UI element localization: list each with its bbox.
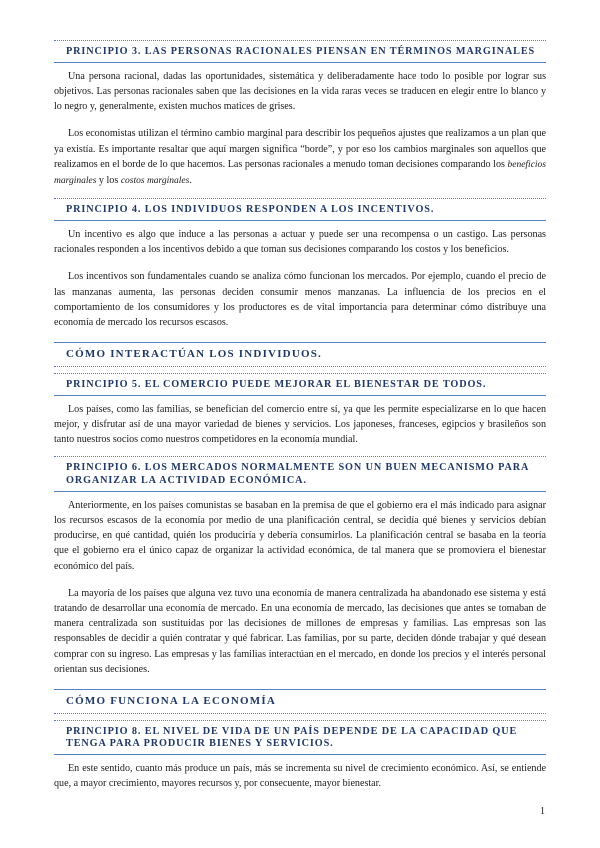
marginal-benefits-term: beneficios marginales [54,159,546,186]
principle-3-paragraph-2-mid: y los [96,174,121,186]
principle-8-paragraph-1: En este sentido, cuanto más produce un país, más se incrementa su nivel de crecimiento económico. Así, se entiende que, a mayor crecimiento, mayores recursos y, por consecuente, mayor bienestar. [54,763,546,790]
principle-3-heading: PRINCIPIO 3. LAS PERSONAS RACIONALES PIENSAN EN TÉRMINOS MARGINALES [54,40,546,63]
document-page [54,40,546,792]
principle-8-heading: PRINCIPIO 8. EL NIVEL DE VIDA DE UN PAÍS DEPENDE DE LA CAPACIDAD QUE TENGA PARA PRODUCIR BIENES Y SERVICIOS. [54,720,546,756]
principle-4-paragraph-2: Los incentivos son fundamentales cuando se analiza cómo funcionan los mercados. Por ejemplo, cuando el precio de las manzanas aumenta, las personas deciden consumir menos manzanas. La influencia de los precios en el comportamiento de los consumidores y los productores es de vital importancia para determinar cómo distribuye una economía de mercado los recursos escasos. [54,271,546,328]
principle-3-paragraph-1: Una persona racional, dadas las oportunidades, sistemática y deliberadamente hace todo lo posible por lograr sus objetivos. Las personas racionales saben que las decisiones en la vida raras veces se traducen en elegir entre lo blanco y lo negro y, generalmente, existen muchos matices de grises. [54,70,546,113]
principle-5-heading: PRINCIPIO 5. EL COMERCIO PUEDE MEJORAR EL BIENESTAR DE TODOS. [54,373,546,396]
principle-3-paragraph-2-start: Los economistas utilizan el término cambio marginal para describir los pequeños ajustes que realizamos a un plan que ya existía. Es importante resaltar que aquí margen significa “borde”, y por eso los cambios marginales son aquellos que realizamos en el borde de lo que hacemos. Las personas racionales a menudo toman decisiones comparando los [54,128,546,170]
section-heading-economy: CÓMO FUNCIONA LA ECONOMÍA [54,689,546,714]
principle-3-paragraph-2-end: . [189,174,192,186]
principle-4-heading: PRINCIPIO 4. LOS INDIVIDUOS RESPONDEN A LOS INCENTIVOS. [54,198,546,221]
principle-6-heading: PRINCIPIO 6. LOS MERCADOS NORMALMENTE SON UN BUEN MECANISMO PARA ORGANIZAR LA ACTIVIDAD ECONÓMICA. [54,456,546,492]
principle-6-paragraph-1: Anteriormente, en los países comunistas se basaban en la premisa de que el gobierno era el más indicado para asignar los recursos escasos de la economía por medio de una planificación central, se decidía qué bienes y servicios debían producirse, en qué cantidad, quién los produciría y debería consumirlos. La planificación central se basaba en la teoría que el gobierno era el único capaz de organizar la actividad económica, de tal manera que se promoviera el bienestar económico del país. [54,499,546,572]
principle-4-paragraph-1: Un incentivo es algo que induce a las personas a actuar y puede ser una recompensa o un castigo. Las personas racionales responden a los incentivos debido a que toman sus decisiones comparando los costos y los beneficios. [54,228,546,256]
section-heading-interact: CÓMO INTERACTÚAN LOS INDIVIDUOS. [54,342,546,367]
principle-6-paragraph-2: La mayoría de los países que alguna vez tuvo una economía de manera centralizada ha abandonado ese sistema y está tratando de desarrollar una economía de mercado. En una economía de mercado, las decisiones que antes se tomaban de manera centralizada son sustituidas por las decisiones de millones de empresas y familias. Las empresas son las responsables de decidir a quién contratar y qué fabricar. Las familias, por su parte, deciden dónde trabajar y qué desean comprar con su ingreso. Las empresas y las familias interactúan en el mercado, en donde los precios y el interés personal orientan sus decisiones. [54,587,546,675]
principle-5-paragraph-1: Los países, como las familias, se benefician del comercio entre sí, ya que les permite especializarse en lo que hacen mejor, y disfrutar así de una mayor variedad de bienes y servicios. Los japoneses, franceses, egipcios y brasileños son tanto nuestros socios como nuestros competidores en la economía mundial. [54,403,546,446]
marginal-costs-term: costos marginales [120,175,190,186]
principle-3-paragraph-2 [54,126,546,189]
page-number: 1 [540,806,545,817]
